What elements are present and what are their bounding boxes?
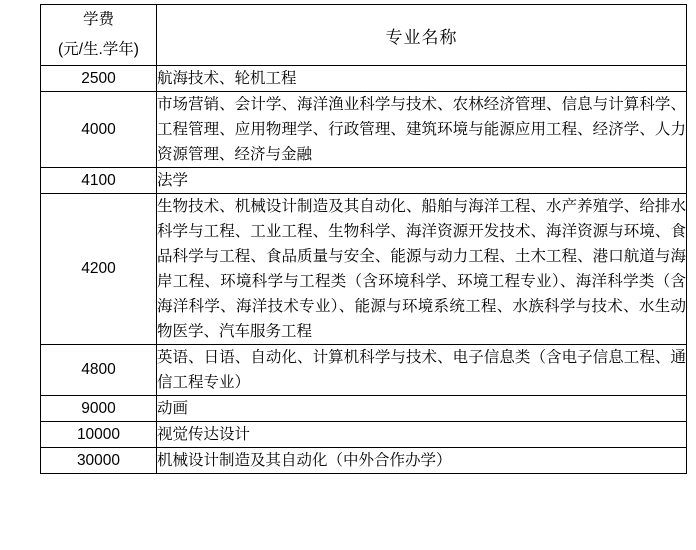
table-row	[41, 345, 687, 396]
major-list: 市场营销、会计学、海洋渔业科学与技术、农林经济管理、信息与计算科学、工程管理、应用物理学、行政管理、建筑环境与能源应用工程、经济学、人力资源管理、经济与金融	[157, 92, 687, 168]
fee-value: 4800	[41, 345, 157, 396]
table-row	[41, 448, 687, 474]
fee-value: 2500	[41, 66, 157, 92]
major-list: 法学	[157, 168, 687, 194]
table-body	[41, 5, 687, 474]
table-row	[41, 396, 687, 422]
fee-value: 9000	[41, 396, 157, 422]
major-list: 英语、日语、自动化、计算机科学与技术、电子信息类（含电子信息工程、通信工程专业）	[157, 345, 687, 396]
fee-value: 10000	[41, 422, 157, 448]
fee-value: 30000	[41, 448, 157, 474]
table-row	[41, 92, 687, 168]
fee-value: 4000	[41, 92, 157, 168]
header-fee-line1: 学费	[82, 11, 114, 28]
fee-value: 4200	[41, 194, 157, 345]
major-list: 视觉传达设计	[157, 422, 687, 448]
header-cell-fee	[41, 5, 157, 66]
header-fee-line2: (元/生.学年)	[58, 41, 139, 58]
major-list: 机械设计制造及其自动化（中外合作办学）	[157, 448, 687, 474]
tuition-fee-table	[40, 4, 687, 474]
major-list: 生物技术、机械设计制造及其自动化、船舶与海洋工程、水产养殖学、给排水科学与工程、工业工程、生物科学、海洋资源开发技术、海洋资源与环境、食品科学与工程、食品质量与安全、能源与动力工程、土木工程、港口航道与海岸工程、环境科学与工程类（含环境科学、环境工程专业）、海洋科学类（含海洋科学、海洋技术专业）、能源与环境系统工程、水族科学与技术、水生动物医学、汽车服务工程	[157, 194, 687, 345]
major-list: 动画	[157, 396, 687, 422]
table-row	[41, 422, 687, 448]
fee-value: 4100	[41, 168, 157, 194]
header-cell-major: 专业名称	[157, 5, 687, 66]
table-header-row	[41, 5, 687, 66]
table-row	[41, 168, 687, 194]
table-row	[41, 194, 687, 345]
major-list: 航海技术、轮机工程	[157, 66, 687, 92]
table-row	[41, 66, 687, 92]
